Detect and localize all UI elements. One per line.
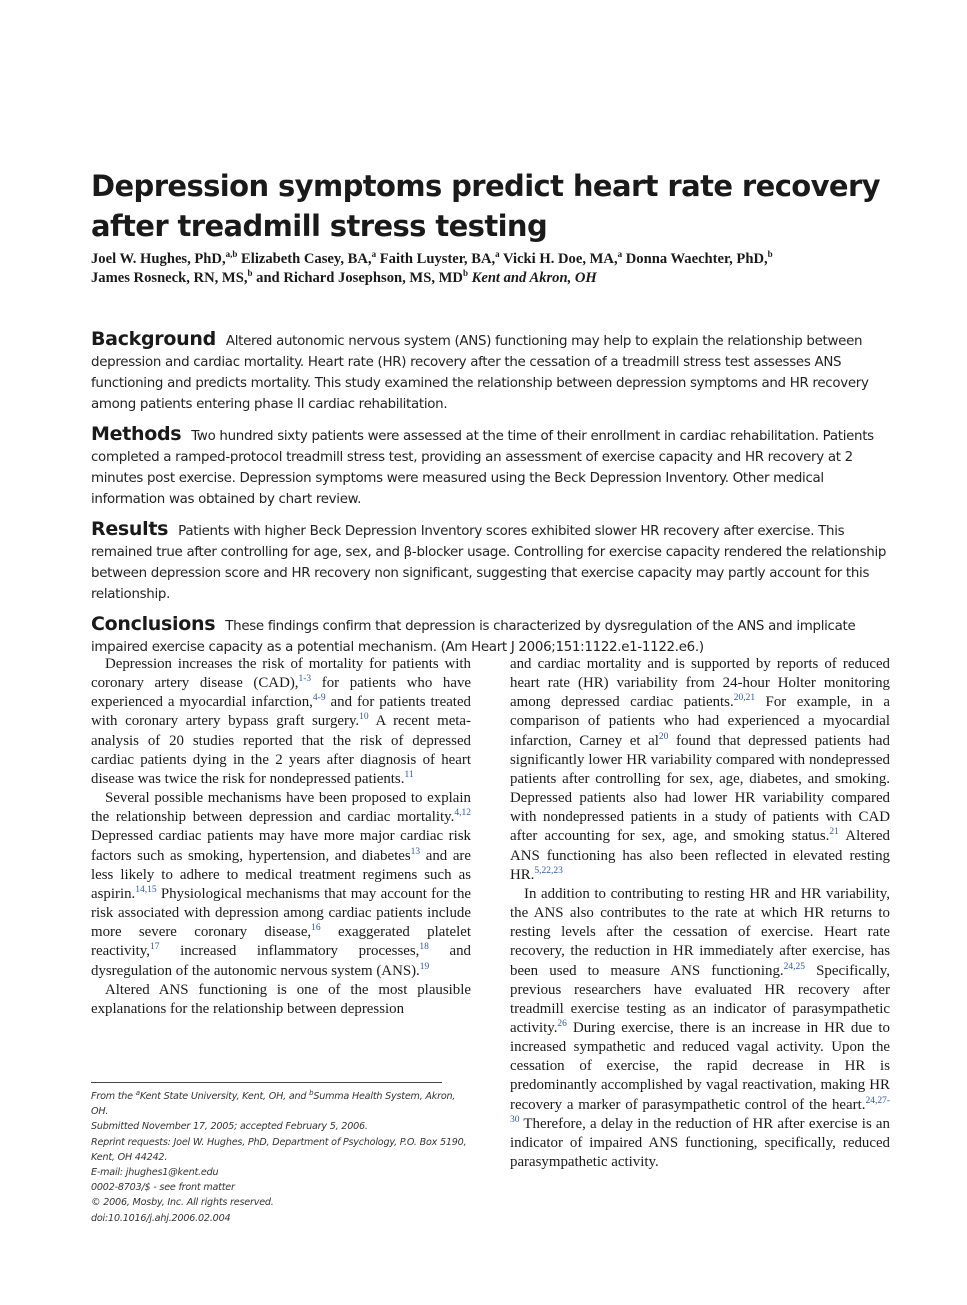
author-list — [91, 250, 891, 288]
affiliation-marker: a — [495, 249, 500, 259]
footnote-text: Summa Health System, Akron, OH. — [91, 1091, 456, 1118]
body-text: During exercise, there is an increase in HR due to increased sympathetic and reduced vagal activity. Upon the cessation of exercise, the rapid decrease in HR is predominantly accomplished by vagal reactivation, making HR recovery a marker of parasympathetic control of the heart. — [510, 1019, 890, 1113]
footnote-submitted: Submitted November 17, 2005; accepted February 5, 2006. — [91, 1121, 368, 1133]
citation-link[interactable]: 13 — [410, 846, 421, 857]
citation-link[interactable]: 24,27-30 — [510, 1095, 890, 1125]
abstract — [91, 329, 891, 667]
body-text: and are less likely to adhere to medical treatment regimens such as aspirin. — [91, 847, 471, 902]
body-text: Therefore, a delay in the reduction of HR after exercise is an indicator of impaired ANS functioning, specifically, reduced parasympathetic activity. — [510, 1115, 890, 1171]
author-name: Donna Waechter, PhD, — [622, 251, 768, 267]
abstract-conclusions-text: These findings confirm that depression is characterized by dysregulation of the ANS and implicate impaired exercise capacity as a potential mechanism. (Am Heart J 2006;151:1122.e1-1122.e6.) — [91, 619, 856, 655]
citation-link[interactable]: 21 — [829, 827, 839, 838]
affiliation-marker: a — [135, 1089, 140, 1097]
citation-link[interactable]: 26 — [557, 1018, 567, 1029]
abstract-results — [91, 519, 891, 605]
body-text: For example, in a comparison of patients who had experienced a myocardial infarction, Carney et al — [510, 694, 890, 749]
affiliation-marker: a,b — [225, 249, 238, 259]
citation-link[interactable]: 18 — [419, 942, 429, 953]
body-paragraph — [91, 655, 471, 789]
body-text: for patients who have experienced a myocardial infarction, — [91, 675, 472, 711]
body-text: Altered ANS functioning is one of the most plausible explanations for the relationship between depression — [91, 981, 471, 1017]
body-text: Depressed cardiac patients may have more major cardiac risk factors such as smoking, hypertension, and diabetes — [91, 828, 471, 864]
abstract-conclusions — [91, 614, 891, 658]
author-name: Faith Luyster, BA, — [376, 251, 496, 267]
citation-link[interactable]: 24,25 — [783, 961, 805, 972]
affiliation-marker: b — [309, 1089, 314, 1097]
affiliation-marker: b — [462, 268, 468, 278]
citation-link[interactable]: 19 — [419, 961, 430, 972]
affiliation-marker: b — [767, 249, 773, 259]
footnote-doi: doi:10.1016/j.ahj.2006.02.004 — [91, 1212, 231, 1224]
citation-link[interactable]: 4-9 — [312, 693, 326, 704]
citation-link[interactable]: 17 — [149, 942, 160, 953]
body-paragraph — [510, 885, 890, 1172]
body-text: Specifically, previous researchers have evaluated HR recovery after treadmill exercise testing as an indicator of parasympathetic activity. — [510, 962, 890, 1036]
affiliation-marker: a — [617, 249, 623, 259]
body-text: Physiological mechanisms that may account for the risk associated with depression among cardiac patients include more severe coronary disease, — [91, 885, 471, 941]
author-name: Elizabeth Casey, BA, — [237, 251, 372, 267]
footnote-reprint: Reprint requests: Joel W. Hughes, PhD, Department of Psychology, P.O. Box 5190, Kent, OH 44242. — [91, 1136, 467, 1163]
footnote-text: From the — [91, 1091, 136, 1102]
body-text: and for patients treated with coronary artery bypass graft surgery. — [91, 694, 471, 730]
body-text: Altered ANS functioning has also been reflected in elevated resting HR. — [510, 828, 890, 883]
body-text: Several possible mechanisms have been proposed to explain the relationship between depression and cardiac mortality. — [91, 790, 471, 826]
affiliation-marker: b — [247, 268, 253, 278]
author-name: James Rosneck, RN, MS, — [91, 270, 248, 286]
body-text: A recent meta-analysis of 20 studies reported that the risk of depressed cardiac patients dying in the 2 years after diagnosis of heart disease was twice the risk for nondepressed patients. — [91, 713, 472, 787]
affiliation-marker: a — [371, 249, 377, 259]
citation-link[interactable]: 14,15 — [135, 884, 157, 895]
body-text: and dysregulation of the autonomic nervous system (ANS). — [91, 943, 471, 979]
footnotes — [91, 1089, 471, 1226]
body-text: and cardiac mortality and is supported by reports of reduced heart rate (HR) variability from 24-hour Holter monitoring among depressed cardiac patients. — [510, 656, 890, 711]
body-column-left — [91, 655, 471, 1019]
abstract-methods-heading: Methods — [91, 423, 182, 445]
body-text: increased inflammatory processes, — [159, 943, 420, 960]
body-text: In addition to contributing to resting HR and HR variability, the ANS also contributes to the rate at which HR returns to resting levels after the cessation of exercise. Heart rate recovery, the reduction in HR immediately after exercise, has been used to measure ANS functioning. — [510, 885, 890, 979]
article-title: Depression symptoms predict heart rate recovery after treadmill stress testing — [91, 169, 880, 243]
abstract-background-text: Altered autonomic nervous system (ANS) functioning may help to explain the relationship between depression and cardiac mortality. Heart rate (HR) recovery after the cessation of a treadmill stress test assesses ANS functioning and predicts mortality. This study examined the relationship between depression symptoms and HR recovery among patients entering phase II cardiac rehabilitation. — [91, 334, 869, 412]
citation-link[interactable]: 20 — [658, 731, 669, 742]
abstract-methods-text: Two hundred sixty patients were assessed at the time of their enrollment in cardiac rehabilitation. Patients completed a ramped-protocol treadmill stress test, providing an assessment of exercise capacity and HR recovery at 2 minutes post exercise. Depression symptoms were measured using the Beck Depression Inventory. Other medical information was obtained by chart review. — [91, 429, 874, 507]
abstract-background — [91, 329, 891, 415]
body-paragraph — [510, 655, 890, 885]
footnote-email: E-mail: jhughes1@kent.edu — [91, 1167, 219, 1179]
abstract-results-heading: Results — [91, 518, 169, 540]
citation-link[interactable]: 4,12 — [454, 808, 471, 819]
citation-link[interactable]: 20,21 — [733, 693, 756, 704]
abstract-background-heading: Background — [91, 328, 216, 350]
author-name: Vicki H. Doe, MA, — [499, 251, 618, 267]
footnote-divider — [91, 1082, 442, 1083]
abstract-conclusions-heading: Conclusions — [91, 613, 216, 635]
footnote-text: Kent State University, Kent, OH, and — [139, 1091, 310, 1102]
abstract-methods — [91, 424, 891, 510]
footnote-issn: 0002-8703/$ - see front matter — [91, 1182, 235, 1194]
author-name: Joel W. Hughes, PhD, — [91, 251, 226, 267]
citation-link[interactable]: 11 — [404, 769, 414, 780]
author-location: Kent and Akron, OH — [471, 270, 597, 286]
body-text: exaggerated platelet reactivity, — [91, 924, 471, 960]
citation-link[interactable]: 1-3 — [298, 674, 312, 685]
author-name: and Richard Josephson, MS, MD — [252, 270, 463, 286]
body-paragraph — [91, 789, 471, 981]
citation-link[interactable]: 10 — [359, 712, 369, 723]
abstract-results-text: Patients with higher Beck Depression Inventory scores exhibited slower HR recovery after exercise. This remained true after controlling for age, sex, and β-blocker usage. Controlling for exercise capacity rendered the relationship between depression score and HR recovery non significant, suggesting that exercise capacity may partly account for this relationship. — [91, 524, 887, 602]
footnote-affiliation — [91, 1089, 471, 1119]
citation-link[interactable]: 16 — [311, 923, 321, 934]
footnote-copyright: © 2006, Mosby, Inc. All rights reserved. — [91, 1197, 274, 1209]
body-text: found that depressed patients had significantly lower HR variability compared with nondepressed patients after controlling for sex, age, diabetes, and smoking. Depressed patients also had lower HR variability compared with nondepressed patients in a study of patients with CAD after accounting for sex, age, and smoking status. — [510, 732, 890, 845]
body-column-right — [510, 655, 890, 1172]
body-paragraph — [91, 981, 471, 1019]
body-text: Depression increases the risk of mortality for patients with coronary artery disease (CAD), — [91, 656, 471, 692]
citation-link[interactable]: 5,22,23 — [534, 865, 563, 876]
